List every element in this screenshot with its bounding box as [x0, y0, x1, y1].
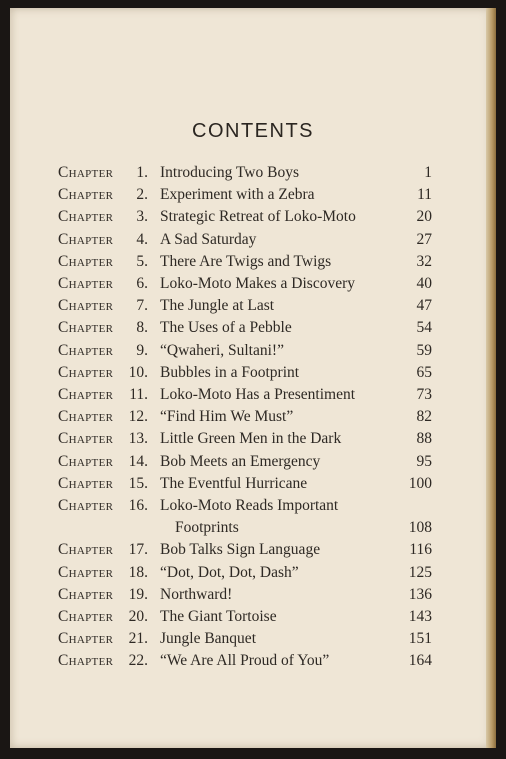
chapter-title: Bubbles in a Footprint: [160, 363, 300, 381]
chapter-title: Bob Talks Sign Language: [160, 541, 321, 559]
chapter-label: Chapter: [58, 275, 114, 292]
chapter-title: Strategic Retreat of Loko-Moto: [160, 208, 356, 226]
chapter-page-number: 47: [416, 297, 432, 315]
chapter-title: The Giant Tortoise: [160, 608, 277, 625]
chapter-title: There Are Twigs and Twigs: [160, 252, 332, 270]
chapter-label: Chapter: [58, 541, 114, 559]
toc-entry: [10, 608, 496, 630]
toc-entry: [10, 652, 496, 674]
toc-entry: [10, 386, 496, 408]
chapter-title: “Find Him We Must”: [160, 408, 294, 426]
chapter-label: Chapter: [58, 230, 114, 248]
chapter-page-number: 88: [416, 430, 432, 448]
toc-entry: [10, 430, 496, 452]
chapter-title: Introducing Two Boys: [160, 164, 299, 181]
chapter-page-number: 20: [416, 208, 432, 226]
chapter-page-number: 125: [408, 563, 432, 581]
toc-entry: [10, 364, 496, 386]
toc-entry: [10, 475, 496, 497]
chapter-page-number: 54: [416, 319, 432, 337]
chapter-page-number: 11: [417, 186, 432, 204]
toc-entry: [10, 408, 496, 430]
toc-entry: [10, 564, 496, 586]
chapter-title: The Eventful Hurricane: [160, 474, 308, 492]
chapter-label: Chapter: [58, 408, 114, 426]
chapter-label: Chapter: [58, 474, 114, 492]
chapter-number: 8.: [136, 319, 148, 337]
toc-entry: [10, 630, 496, 652]
chapter-title: Loko-Moto Has a Presentiment: [160, 386, 356, 403]
chapter-label: Chapter: [58, 363, 114, 381]
chapter-number: 4.: [136, 230, 148, 248]
chapter-number: 7.: [136, 297, 148, 315]
chapter-label: Chapter: [58, 608, 114, 625]
chapter-title: Little Green Men in the Dark: [160, 430, 342, 448]
chapter-number: 18.: [128, 563, 148, 581]
chapter-title: Jungle Banquet: [160, 630, 256, 648]
chapter-page-number: 116: [409, 541, 432, 559]
toc-entry: [10, 208, 496, 230]
toc-entry: [10, 541, 496, 563]
chapter-title: The Jungle at Last: [160, 297, 275, 315]
chapter-label: Chapter: [58, 585, 114, 603]
toc-entry: [10, 231, 496, 253]
chapter-title: “Qwaheri, Sultani!”: [160, 341, 284, 359]
chapter-number: 13.: [128, 430, 148, 448]
chapter-title: “Dot, Dot, Dot, Dash”: [160, 563, 299, 581]
chapter-label: Chapter: [58, 563, 114, 581]
toc-entry: [10, 453, 496, 475]
chapter-label: Chapter: [58, 319, 114, 337]
chapter-label: Chapter: [58, 208, 114, 226]
chapter-label: Chapter: [58, 497, 114, 514]
chapter-label: Chapter: [58, 430, 114, 448]
chapter-label: Chapter: [58, 452, 114, 470]
chapter-title: The Uses of a Pebble: [160, 319, 292, 337]
chapter-label: Chapter: [58, 164, 114, 181]
chapter-page-number: 82: [416, 408, 432, 426]
chapter-number: 19.: [128, 585, 148, 603]
chapter-page-number: 136: [408, 585, 432, 603]
chapter-label: Chapter: [58, 186, 114, 204]
chapter-title-continued: Footprints: [175, 519, 239, 536]
chapter-page-number: 59: [416, 341, 432, 359]
chapter-label: Chapter: [58, 341, 114, 359]
toc-entry: [10, 497, 496, 536]
chapter-number: 14.: [128, 452, 148, 470]
toc-entry: [10, 297, 496, 319]
chapter-page-number: 40: [416, 275, 432, 292]
chapter-number: 10.: [128, 363, 148, 381]
chapter-number: 2.: [136, 186, 148, 204]
chapter-page-number: 1: [424, 164, 432, 181]
chapter-page-number: 143: [408, 608, 432, 625]
chapter-page-number: 73: [416, 386, 432, 403]
chapter-title: Experiment with a Zebra: [160, 186, 315, 204]
chapter-number: 22.: [128, 652, 148, 670]
chapter-title: “We Are All Proud of You”: [160, 652, 330, 670]
chapter-title: Northward!: [160, 585, 233, 603]
chapter-page-number: 32: [416, 252, 432, 270]
chapter-number: 12.: [128, 408, 148, 426]
toc-entry: [10, 342, 496, 364]
chapter-title: A Sad Saturday: [160, 230, 257, 248]
chapter-page-number: 100: [408, 474, 432, 492]
chapter-number: 20.: [128, 608, 148, 625]
chapter-page-number: 65: [416, 363, 432, 381]
chapter-number: 17.: [128, 541, 148, 559]
toc-entry: [10, 164, 496, 186]
chapter-page-number: 27: [416, 230, 432, 248]
chapter-number: 6.: [136, 275, 148, 292]
chapter-page-number: 95: [416, 452, 432, 470]
chapter-title: Loko-Moto Makes a Discovery: [160, 275, 355, 292]
chapter-title: Loko-Moto Reads Important: [160, 497, 339, 514]
chapter-label: Chapter: [58, 630, 114, 648]
chapter-label: Chapter: [58, 252, 114, 270]
toc-entry: [10, 319, 496, 341]
chapter-number: 1.: [136, 164, 148, 181]
page-title: CONTENTS: [192, 120, 314, 142]
chapter-number: 16.: [128, 497, 148, 514]
chapter-label: Chapter: [58, 297, 114, 315]
chapter-page-number: 164: [408, 652, 432, 670]
book-page: [10, 8, 496, 748]
toc-entry: [10, 275, 496, 297]
chapter-label: Chapter: [58, 652, 114, 670]
chapter-number: 5.: [136, 252, 148, 270]
chapter-page-number: 151: [408, 630, 432, 648]
chapter-number: 21.: [128, 630, 148, 648]
chapter-number: 9.: [136, 341, 148, 359]
toc-entry: [10, 586, 496, 608]
chapter-number: 11.: [129, 386, 148, 403]
chapter-page-number: 108: [408, 519, 432, 536]
toc-entry: [10, 253, 496, 275]
chapter-label: Chapter: [58, 386, 114, 403]
chapter-number: 15.: [128, 474, 148, 492]
toc-entry: [10, 186, 496, 208]
chapter-number: 3.: [136, 208, 148, 226]
chapter-title: Bob Meets an Emergency: [160, 452, 321, 470]
